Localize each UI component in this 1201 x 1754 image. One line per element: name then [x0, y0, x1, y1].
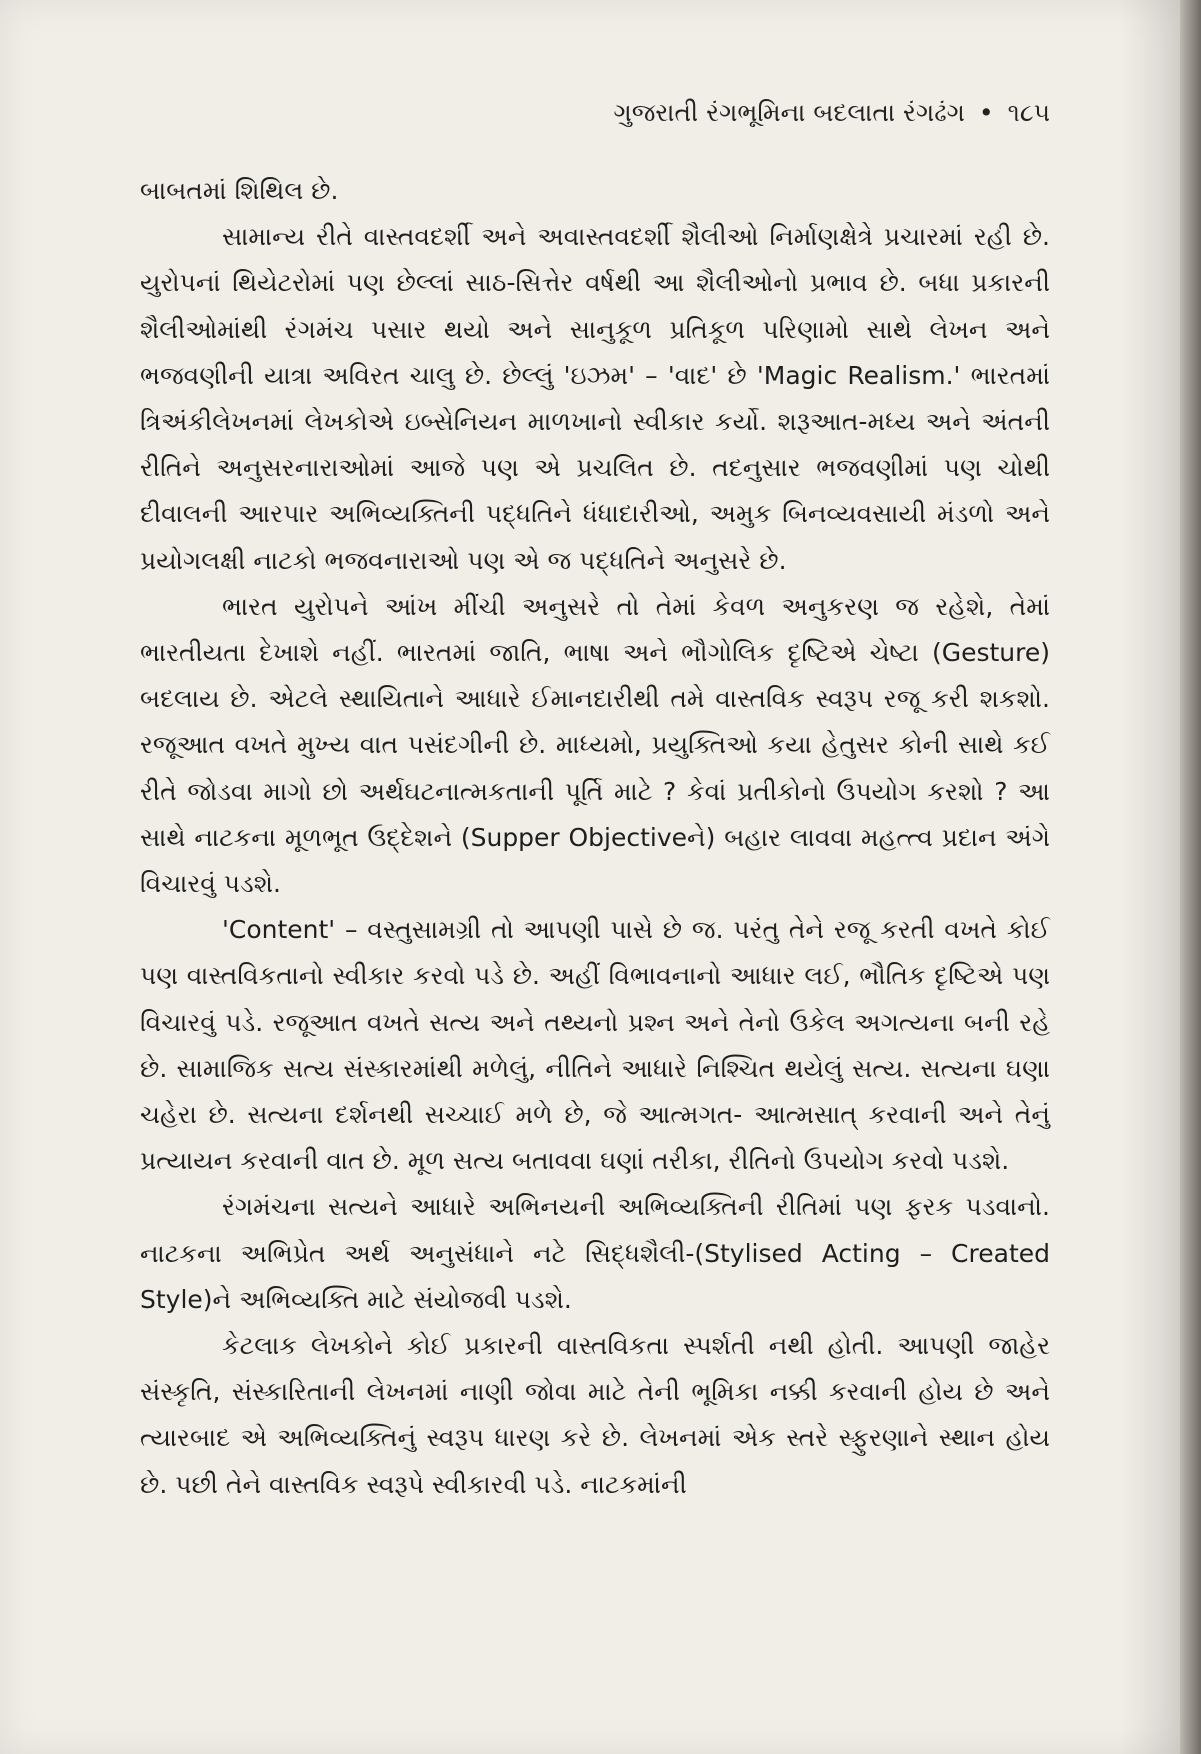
paragraph: કેટલાક લેખકોને કોઈ પ્રકારની વાસ્તવિકતા સ્પર્શતી નથી હોતી. આપણી જાહેર સંસ્કૃતિ, સંસ્કારિતાની લેખનમાં નાણી જોવા માટે તેની ભૂમિકા નક્કી કરવાની હોય છે અને ત્યારબાદ એ અભિવ્યક્તિનું સ્વરૂપ ધારણ કરે છે. લેખનમાં એક સ્તરે સ્ફુરણાને સ્થાન હોય છે. પછી તેને વાસ્તવિક સ્વરૂપે સ્વીકારવી પડે. નાટકમાંની	[140, 1331, 1050, 1499]
paragraph: સામાન્ય રીતે વાસ્તવદર્શી અને અવાસ્તવદર્શી શૈલીઓ નિર્માણક્ષેત્રે પ્રચારમાં રહી છે. યુરોપનાં થિયેટરોમાં પણ છેલ્લાં સાઠ-સિત્તેર વર્ષથી આ શૈલીઓનો પ્રભાવ છે. બધા પ્રકારની શૈલીઓમાંથી રંગમંચ પસાર થયો અને સાનુકૂળ પ્રતિકૂળ પરિણામો સાથે લેખન અને ભજવણીની યાત્રા અવિરત ચાલુ છે. છેલ્લું 'ઇઝમ' – 'વાદ' છે 'Magic Realism.' ભારતમાં ત્રિઅંકીલેખનમાં લેખકોએ ઇબ્સેનિયન માળખાનો સ્વીકાર કર્યો. શરૂઆત-મધ્ય અને અંતની રીતિને અનુસરનારાઓમાં આજે પણ એ પ્રચલિત છે. તદનુસાર ભજવણીમાં પણ ચોથી દીવાલની આરપાર અભિવ્યક્તિની પદ્ધતિને ધંધાદારીઓ, અમુક બિનવ્યવસાયી મંડળો અને પ્રયોગલક્ષી નાટકો ભજવનારાઓ પણ એ જ પદ્ધતિને અનુસરે છે.	[140, 222, 1050, 575]
paragraph: ભારત યુરોપને આંખ મીંચી અનુસરે તો તેમાં કેવળ અનુકરણ જ રહેશે, તેમાં ભારતીયતા દેખાશે નહીં. ભારતમાં જાતિ, ભાષા અને ભૌગોલિક દૃષ્ટિએ ચેષ્ટા (Gesture) બદલાય છે. એટલે સ્થાયિતાને આધારે ઈમાનદારીથી તમે વાસ્તવિક સ્વરૂપ રજૂ કરી શકશો. રજૂઆત વખતે મુખ્ય વાત પસંદગીની છે. માધ્યમો, પ્રયુક્તિઓ કયા હેતુસર કોની સાથે કઈ રીતે જોડવા માગો છો અર્થઘટનાત્મકતાની પૂર્તિ માટે ? કેવાં પ્રતીકોનો ઉપયોગ કરશો ? આ સાથે નાટકના મૂળભૂત ઉદ્દેશને (Supper Objectiveને) બહાર લાવવા મહત્ત્વ પ્રદાન અંગે વિચારવું પડશે.	[140, 591, 1050, 899]
paragraph: રંગમંચના સત્યને આધારે અભિનયની અભિવ્યક્તિની રીતિમાં પણ ફરક પડવાનો. નાટકના અભિપ્રેત અર્થ અનુસંધાને નટે સિદ્ધશૈલી-(Stylised Acting – Created Style)ને અભિવ્યક્તિ માટે સંયોજવી પડશે.	[140, 1192, 1050, 1314]
page-number: ૧૮૫	[1007, 98, 1050, 127]
book-edge	[1180, 0, 1201, 1754]
running-header	[470, 98, 1050, 128]
body-text	[140, 168, 1050, 1508]
page-gutter-shadow	[1120, 0, 1180, 1754]
paragraph-continuation: બાબતમાં શિથિલ છે.	[140, 176, 339, 205]
paragraph: 'Content' – વસ્તુસામગ્રી તો આપણી પાસે છે જ. પરંતુ તેને રજૂ કરતી વખતે કોઈ પણ વાસ્તવિકતાનો સ્વીકાર કરવો પડે છે. અહીં વિભાવનાનો આધાર લઈ, ભૌતિક દૃષ્ટિએ પણ વિચારવું પડે. રજૂઆત વખતે સત્ય અને તથ્યનો પ્રશ્ન અને તેનો ઉકેલ અગત્યના બની રહે છે. સામાજિક સત્ય સંસ્કારમાંથી મળેલું, નીતિને આધારે નિશ્ચિત થયેલું સત્ય. સત્યના ઘણા ચહેરા છે. સત્યના દર્શનથી સચ્ચાઈ મળે છે, જે આત્મગત- આત્મસાત્ કરવાની અને તેનું પ્રત્યાયન કરવાની વાત છે. મૂળ સત્ય બતાવવા ઘણાં તરીકા, રીતિનો ઉપયોગ કરવો પડશે.	[140, 915, 1050, 1176]
running-title: ગુજરાતી રંગભૂમિના બદલાતા રંગઢંગ	[613, 98, 965, 127]
header-bullet: •	[978, 98, 994, 127]
